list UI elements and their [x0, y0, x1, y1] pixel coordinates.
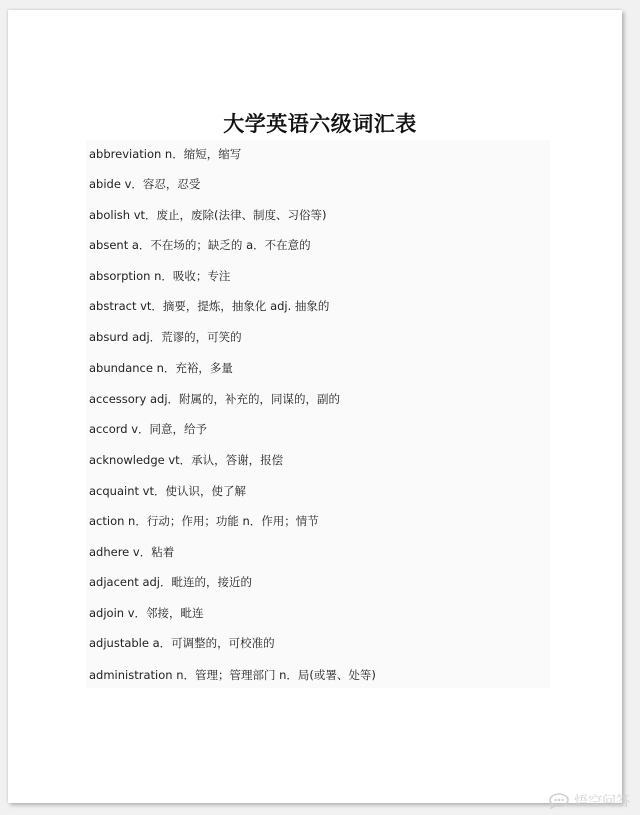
watermark: [548, 791, 630, 811]
vocab-entry: adjacent adj．毗连的，接近的: [89, 575, 252, 589]
chat-bubble-icon: [548, 793, 570, 809]
vocab-entry: abolish vt．废止，废除(法律、制度、习俗等): [89, 208, 327, 222]
vocab-entry: accessory adj．附属的，补充的，同谋的，副的: [89, 392, 341, 406]
vocab-entry: adjoin v．邻接，毗连: [89, 606, 204, 620]
vocab-entry: acknowledge vt．承认，答谢，报偿: [89, 453, 284, 467]
vocab-entry: abide v．容忍，忍受: [89, 177, 201, 191]
page-title: 大学英语六级词汇表: [223, 112, 417, 136]
vocab-entry: action n．行动；作用；功能 n．作用；情节: [89, 514, 319, 528]
vocab-entry: abundance n．充裕，多量: [89, 361, 233, 375]
vocab-entry: acquaint vt．使认识，使了解: [89, 484, 246, 498]
vocab-entry: accord v．同意，给予: [89, 422, 208, 436]
vocab-entry: adhere v．粘着: [89, 545, 175, 559]
vocab-entry: adjustable a．可调整的，可校准的: [89, 636, 275, 650]
vocab-entry: abbreviation n．缩短，缩写: [89, 147, 242, 161]
vocab-entry: absorption n．吸收；专注: [89, 269, 231, 283]
watermark-text: 悟空问答: [574, 794, 630, 810]
vocab-entry: absurd adj．荒谬的，可笑的: [89, 330, 242, 344]
vocab-entry: absent a．不在场的；缺乏的 a．不在意的: [89, 238, 311, 252]
vocab-entry: abstract vt．摘要，提炼，抽象化 adj. 抽象的: [89, 299, 330, 313]
vocab-entry: administration n．管理；管理部门 n．局(或署、处等): [89, 668, 376, 682]
